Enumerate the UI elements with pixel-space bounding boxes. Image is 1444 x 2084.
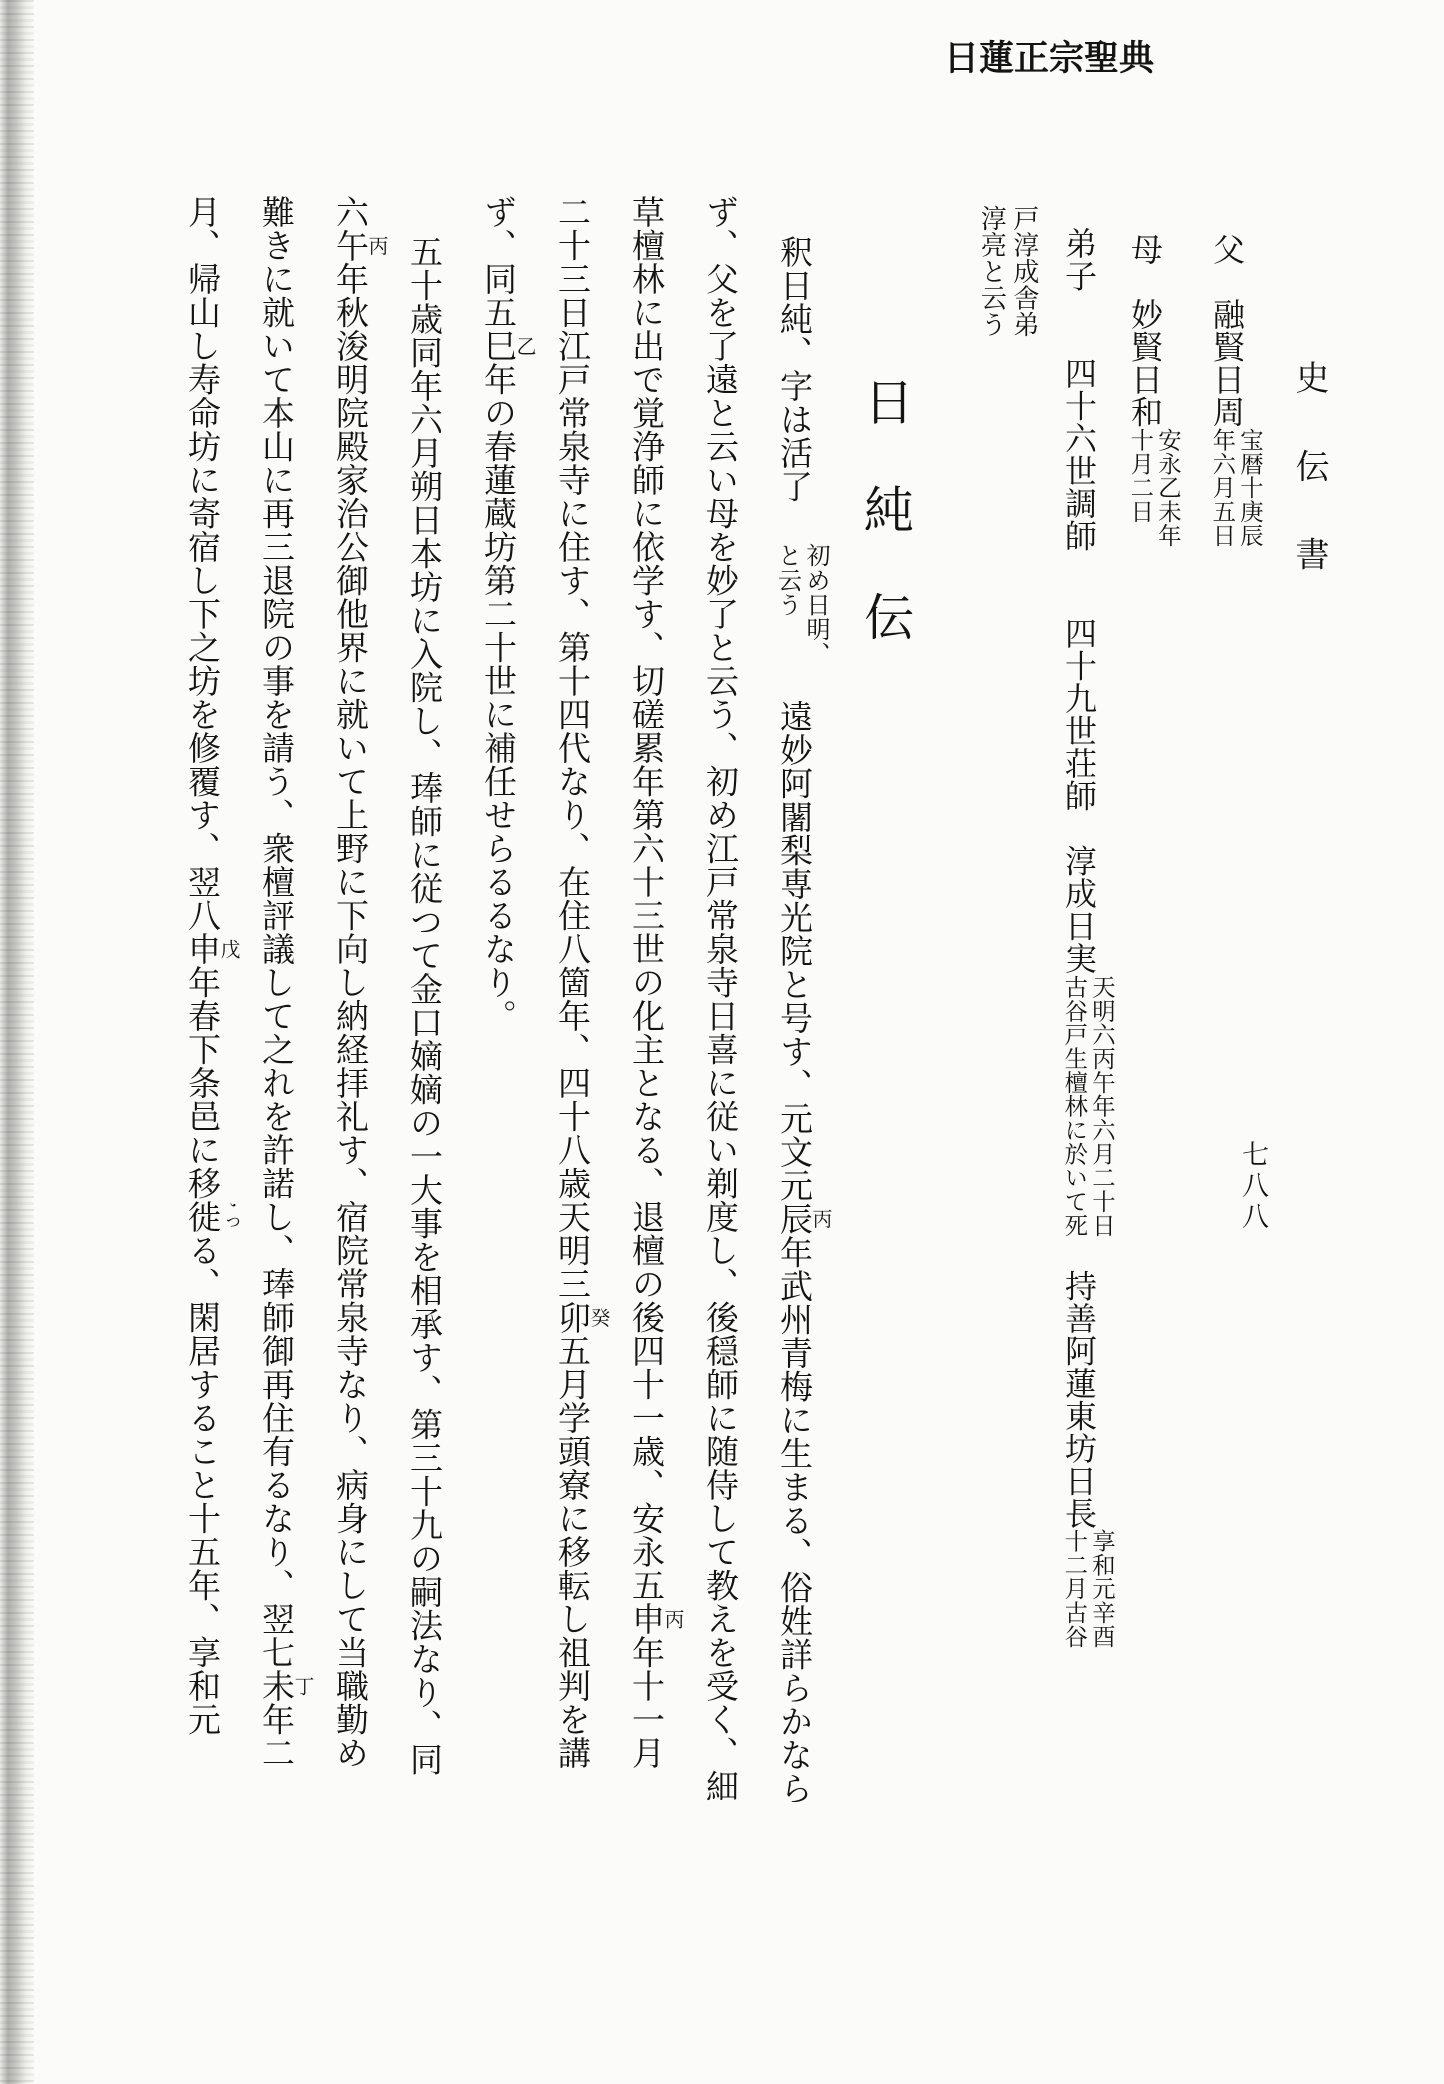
genealogy-disciples-continued-line xyxy=(972,205,1040,465)
body-text-column: ず、同五巳乙年の春蓮蔵坊第二十世に補任せらるるなり。 xyxy=(479,195,535,1033)
genealogy-mother-line: 母 妙賢日和 安永乙未年 十月二日 xyxy=(1126,233,1180,548)
inline-two-line-note: 宝暦十庚辰 年六月五日 xyxy=(1208,428,1262,548)
genealogy-father-line: 父 融賢日周 宝暦十庚辰 年六月五日 xyxy=(1208,233,1262,548)
genealogy-disciples-line: 弟子 四十六世調師 四十九世荘師 淳成日実 天明六丙午年六月二十日 古谷戸生檀林に於いて死 持善阿蓮東坊日長 享和元辛酉 十二月古谷 xyxy=(1060,227,1114,1649)
book-title-header: 日蓮正宗聖典 xyxy=(944,39,1155,78)
annotated-character: 卯癸 xyxy=(553,1300,609,1334)
body-text-column: 五十歳同年六月朔日本坊に入院し、琫師に従つて金口嫡嫡の一大事を相承す、第三十九の嗣法なり、同 xyxy=(405,235,441,1776)
inline-two-line-note: 安永乙未年 十月二日 xyxy=(1126,428,1180,548)
section-label: 史伝書 xyxy=(1290,360,1327,626)
annotated-character: 申丙 xyxy=(627,1602,683,1636)
annotated-character: 未丁 xyxy=(257,1669,313,1703)
inline-two-line-note: 戸淳成舎弟 淳亮と云う xyxy=(977,205,1039,338)
body-text-column: 難きに就いて本山に再三退院の事を請う、衆檀評議して之れを許諾し、琫師御再住有るなり、翌七未丁年二 xyxy=(257,195,313,1770)
article-body xyxy=(164,195,830,1945)
scan-edge-artifact xyxy=(0,0,34,2084)
body-text-column: 六午丙年秋浚明院殿家治公御他界に就いて上野に下向し納経拝礼す、宿院常泉寺なり、病身にして当職勤め xyxy=(331,195,387,1770)
body-text-column: 二十三日江戸常泉寺に住す、第十四代なり、在住八箇年、四十八歳天明三卯癸五月学頭寮に移転し祖判を講 xyxy=(553,195,609,1770)
inline-two-line-note: 初め日明、 と云う xyxy=(773,543,828,666)
article-title: 日純伝 xyxy=(857,376,913,699)
body-text-column: 月、帰山し寿命坊に寄宿し下之坊を修覆す、翌八申戊年春下条邑に移徙ʼっる、閑居すること十五年、享和元 xyxy=(183,195,239,1736)
body-text-column: 釈日純、字は活了 初め日明、 と云う 遠妙阿闍梨専光院と号す、元文元辰丙年武州青梅に生まる、俗姓詳らかなら xyxy=(773,235,831,1805)
inline-two-line-note: 享和元辛酉 十二月古谷 xyxy=(1060,1529,1114,1649)
page-number: 七八八 xyxy=(1238,1140,1268,1234)
inline-two-line-note: 天明六丙午年六月二十日 古谷戸生檀林に於いて死 xyxy=(1060,974,1114,1237)
annotated-character: 辰丙 xyxy=(775,1201,831,1236)
annotated-character: 徙ʼっ xyxy=(183,1200,239,1234)
body-text-column: ず、父を了遠と云い母を妙了と云う、初め江戸常泉寺日喜に従い剃度し、後穏師に随侍して教えを受く、細 xyxy=(701,195,737,1803)
annotated-character: 午丙 xyxy=(331,228,387,262)
annotated-character: 申戊 xyxy=(183,932,239,966)
annotated-character: 巳乙 xyxy=(479,329,535,363)
body-text-column: 草檀林に出で覚浄師に依学す、切磋累年第六十三世の化主となる、退檀の後四十一歳、安永五申丙年十一月 xyxy=(627,195,683,1770)
